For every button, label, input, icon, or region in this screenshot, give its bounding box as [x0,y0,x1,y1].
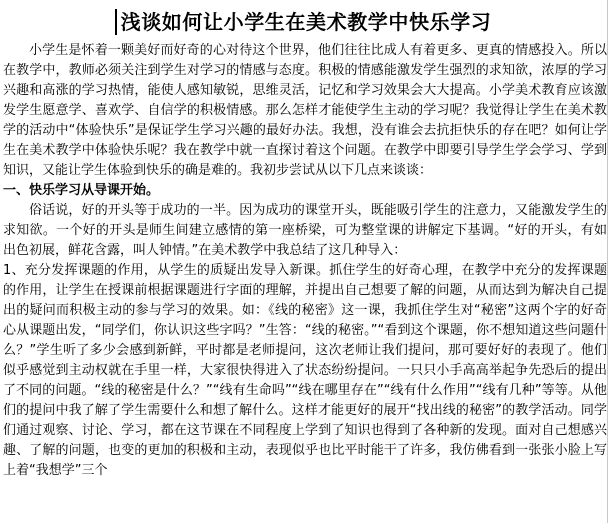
document-body[interactable] [3,41,607,481]
section-heading[interactable]: 一、快乐学习从导课开始。 [3,183,160,198]
section-paragraph[interactable]: 俗话说，好的开头等于成功的一半。因为成功的课堂开头，既能吸引学生的注意力，又能激发学生的求知欲。一个好的开头是师生间建立感情的第一座桥梁，可为整堂课的讲解定下基调。“好的开头，有如出色初展，鲜花含露，叫人钟情。”在美术教学中我总结了这几种导入： [3,203,607,258]
page-edge-rule [607,0,608,523]
item-paragraph[interactable]: 1、充分发挥课题的作用，从学生的质疑出发导入新课。抓住学生的好奇心理，在教学中充分的发挥课题的作用，让学生在授课前根据课题进行字面的理解，并提出自己想要了解的问题，从而达到为解决自己提出的疑问而积极主动的参与学习的效果。如：《线的秘密》这一课，我抓住学生对“秘密”这两个字的好奇心从课题出发，“同学们，你认识这些字吗？”生答：“线的秘密。”“看到这个课题，你不想知道这些问题什么？”学生听了多少会感到新鲜，平时都是老师提问，这次老师让我们提问，那可要好好的表现了。他们似乎感觉到主动权就在手里一样，大家很快得进入了状态纷纷提问。一只只小手高高举起争先恐后的提出了不同的问题。“线的秘密是什么？”“线有生命吗”“线在哪里存在”“线有什么作用”“线有几种”等等。从他们的提问中我了解了学生需要什么和想了解什么。这样才能更好的展开“找出线的秘密”的教学活动。同学们通过观察、讨论、学习，都在这节课在不同程度上学到了知识也得到了各种新的发现。面对自己想感兴趣、了解的问题，也变的更加的积极和主动，表现似乎也比平时能干了许多，我仿佛看到一张张小脸上写上着“我想学”三个 [3,263,607,478]
document-title[interactable]: 浅谈如何让小学生在美术教学中快乐学习 [120,10,492,34]
intro-paragraph[interactable]: 小学生是怀着一颗美好而好奇的心对待这个世界，他们往往比成人有着更多、更真的情感投入。所以在教学中，教师必须关注到学生对学习的情感与态度。积极的情感能激发学生强烈的求知欲，浓厚的学习兴趣和高涨的学习热情，能使人感知敏锐，思维灵活，记忆和学习效果会大大提高。小学美术教育应该激发学生愿意学、喜欢学、自信学的积极情感。那么怎样才能使学生主动的学习呢？我觉得让学生在美术教学的活动中“体验快乐”是保证学生学习兴趣的最好办法。我想，没有谁会去抗拒快乐的存在吧？如何让学生在美术教学中体验快乐呢？我在教学中就一直探讨着这个问题。在教学中即要引导学生学会学习、学到知识，又能让学生体验到快乐的确是难的。我初步尝试从以下几点来谈谈： [3,43,607,178]
